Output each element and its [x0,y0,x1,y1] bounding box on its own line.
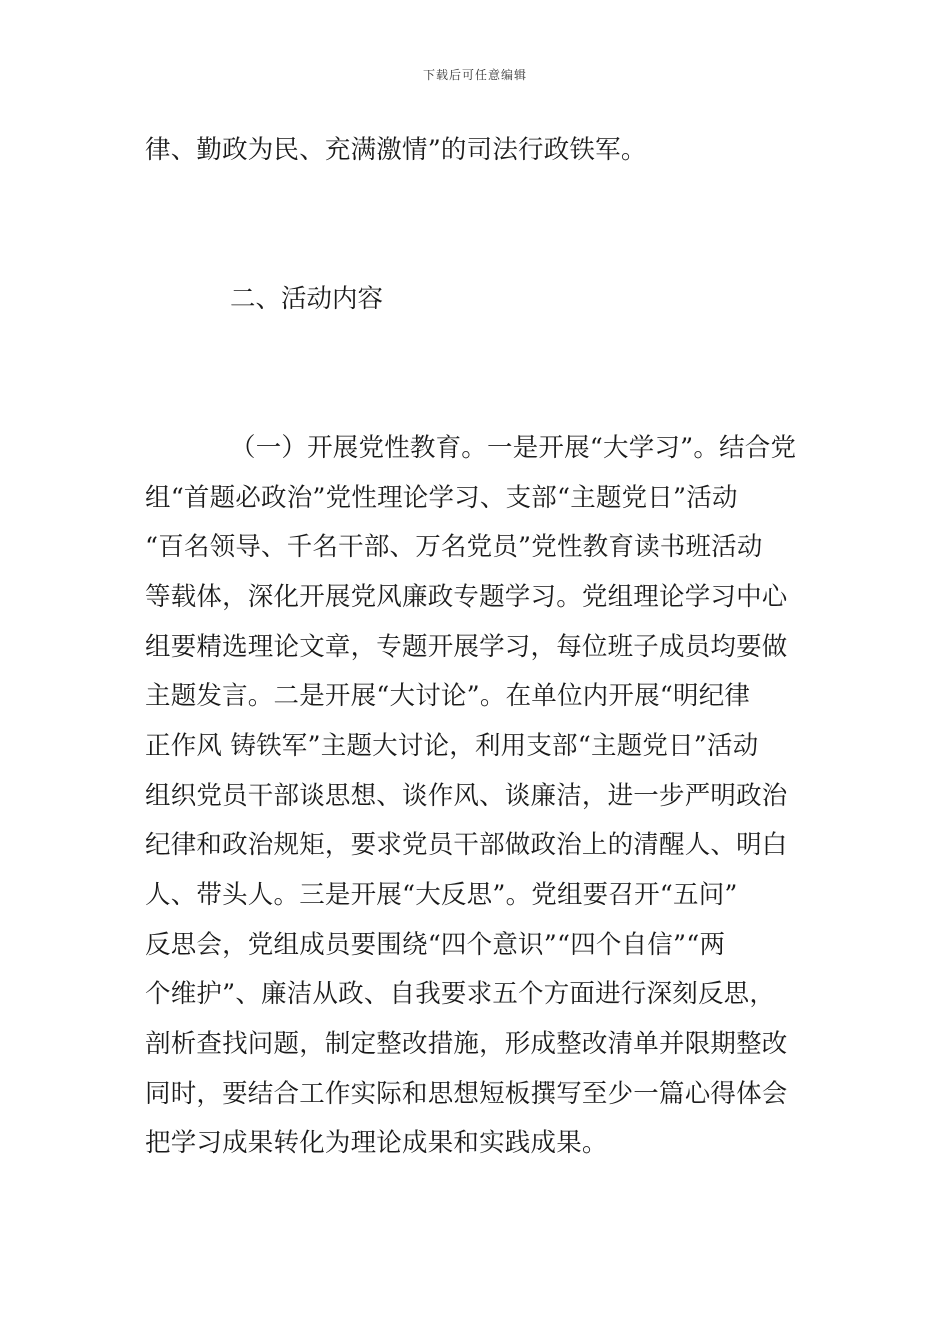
paragraph-line: 等载体，深化开展党风廉政专题学习。党组理论学习中心 [145,582,788,612]
paragraph-line: 把学习成果转化为理论成果和实践成果。 [145,1128,608,1158]
paragraph-line: 组要精选理论文章，专题开展学习，每位班子成员均要做 [145,632,788,662]
header-note: 下载后可任意编辑 [422,68,527,82]
paragraph-line: 反思会，党组成员要围绕“四个意识”“四个自信”“两 [145,930,726,960]
paragraph-line: 纪律和政治规矩，要求党员干部做政治上的清醒人、明白 [145,830,788,860]
paragraph-line: 同时，要结合工作实际和思想短板撰写至少一篇心得体会 [145,1079,788,1109]
paragraph-line: 组织党员干部谈思想、谈作风、谈廉洁，进一步严明政治 [145,781,788,811]
paragraph-line: 人、带头人。三是开展“大反思”。党组要召开“五问” [145,880,738,910]
section-heading: 二、活动内容 [230,284,384,314]
intro-line: 律、勤政为民、充满激情”的司法行政铁军。 [145,135,647,165]
paragraph-line: （一）开展党性教育。一是开展“大学习”。结合党 [230,433,797,463]
paragraph-line: 个维护”、廉洁从政、自我要求五个方面进行深刻反思， [145,979,776,1009]
paragraph-line: “百名领导、千名干部、万名党员”党性教育读书班活动 [145,532,763,562]
paragraph-line: 正作风 铸铁军”主题大讨论，利用支部“主题党日”活动 [145,731,759,761]
paragraph-line: 组“首题必政治”党性理论学习、支部“主题党日”活动 [145,483,738,513]
paragraph-line: 主题发言。二是开展“大讨论”。在单位内开展“明纪律 [145,681,751,711]
paragraph-line: 剖析查找问题，制定整改措施，形成整改清单并限期整改 [145,1029,788,1059]
